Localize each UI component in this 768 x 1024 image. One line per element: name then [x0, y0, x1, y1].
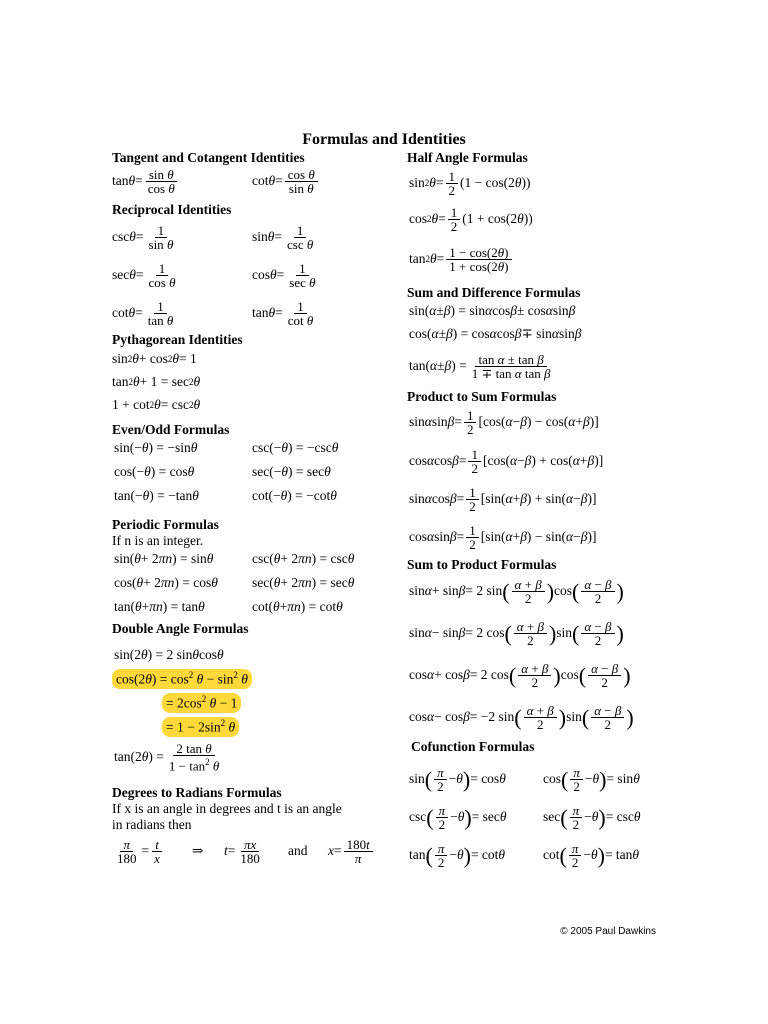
formula: csc θ = $\frac{1}{\text{sin θ}}$ [112, 222, 174, 252]
formula-highlighted: = $1 - 2\sin^2$ θ [162, 716, 239, 738]
formula: tan( α ± β ) = $\frac{\text{tan α ± tan β}}{\text{1 ∓ tan α tan β}}$ [409, 351, 551, 381]
formula: cos α + cos β = 2 cos ( $\frac{\alpha + \beta}{2}$ ) cos ( $\frac{\alpha - \beta}{2}$ ) [409, 660, 631, 690]
formula: sin θ = $\frac{1}{\text{csc θ}}$ [252, 222, 314, 252]
section-title: Periodic Formulas [112, 517, 219, 532]
formula: tan θ = $\frac{\text{sin θ}}{\text{cos θ}}$ [112, 166, 175, 196]
formula: sec θ = $\frac{1}{\text{cos θ}}$ [112, 260, 176, 290]
formula: sin 2 θ = $\frac{1}{2}$ (1 − cos(2 θ )) [409, 168, 531, 198]
even-odd-section [112, 422, 229, 438]
formula: cos α sin β = $\frac{1}{2}$ [sin( α + β ) − sin( α − β )] [409, 522, 597, 552]
formula: $\frac{\pi}{180}$ = $\frac{t}{x}$ [117, 836, 160, 866]
formula: cot θ = $\frac{\text{cos θ}}{\text{sin θ}}$ [252, 166, 320, 196]
formula: cot ( $\frac{\pi}{2}$ − θ ) = tan θ [543, 840, 640, 870]
formula: tan(− θ ) = −tan θ [114, 488, 199, 503]
degrees-radians-text: If x is an angle in degrees and t is an angle in radians then [112, 801, 342, 832]
formula-highlighted: = $2\cos^2$ θ − 1 [162, 692, 241, 714]
formula: sin ( $\frac{\pi}{2}$ − θ ) = cos θ [409, 764, 506, 794]
formula: tan( θ + πn ) = tan θ [114, 599, 205, 614]
copyright: © 2005 Paul Dawkins [560, 926, 656, 937]
cofunction-section [411, 739, 534, 755]
pythagorean-section [112, 332, 243, 348]
formula: sin α + sin β = 2 sin ( $\frac{\alpha + \beta}{2}$ ) cos ( $\frac{\alpha - \beta}{2}$ ) [409, 576, 624, 606]
formula: cot( θ + πn ) = cot θ [252, 599, 343, 614]
formula: tan(2 θ ) = $\frac{\text{2 tan θ}}{1 - \tan^2 \theta}$ [114, 740, 220, 774]
and-label: and [288, 843, 308, 858]
sum-difference-section [407, 285, 580, 301]
tangent-cotangent-section [112, 150, 305, 166]
formula: 1 + cot 2 θ = csc 2 θ [112, 397, 201, 412]
product-sum-section [407, 389, 556, 405]
section-title: Degrees to Radians Formulas [112, 785, 282, 800]
formula: sec( θ + 2 πn ) = sec θ [252, 575, 355, 590]
formula: tan 2 θ + 1 = sec 2 θ [112, 374, 201, 389]
periodic-note: If n is an integer. [112, 533, 204, 548]
formula: sin α sin β = $\frac{1}{2}$ [cos( α − β ) − cos( α + β )] [409, 407, 599, 437]
formula: sin α − sin β = 2 cos ( $\frac{\alpha + \beta}{2}$ ) sin ( $\frac{\alpha - \beta}{2}$ ) [409, 618, 624, 648]
formula: cot(− θ ) = −cot θ [252, 488, 337, 503]
formula: cos(− θ ) = cos θ [114, 464, 195, 479]
formula: csc ( $\frac{\pi}{2}$ − θ ) = sec θ [409, 802, 507, 832]
formula: sec(− θ ) = sec θ [252, 464, 331, 479]
formula: tan θ = $\frac{1}{\text{cot θ}}$ [252, 298, 314, 328]
periodic-section [112, 517, 219, 549]
formula: cos ( $\frac{\pi}{2}$ − θ ) = sin θ [543, 764, 640, 794]
formula: cot θ = $\frac{1}{\text{tan θ}}$ [112, 298, 174, 328]
formula: tan ( $\frac{\pi}{2}$ − θ ) = cot θ [409, 840, 506, 870]
section-title: Product to Sum Formulas [407, 389, 557, 404]
sum-product-section [407, 557, 556, 573]
formula: cos 2 θ = $\frac{1}{2}$ (1 + cos(2 θ )) [409, 204, 533, 234]
half-angle-section [407, 150, 528, 166]
formula: sec ( $\frac{\pi}{2}$ − θ ) = csc θ [543, 802, 641, 832]
formula: sin 2 θ + cos 2 θ = 1 [112, 351, 197, 366]
section-title: Even/Odd Formulas [112, 422, 230, 437]
formula: x = $\frac{180t}{\pi}$ [328, 836, 375, 866]
formula-highlighted: $\cos(2\theta) = \cos^2 \theta - \sin^2 \theta$ [112, 668, 252, 690]
formula: csc(− θ ) = −csc θ [252, 440, 339, 455]
formula: tan 2 θ = $\frac{1 - \cos(2\theta)}{1 + \cos(2\theta)}$ [409, 244, 514, 274]
formula: cos( θ + 2 πn ) = cos θ [114, 575, 218, 590]
formula: cos α cos β = $\frac{1}{2}$ [cos( α − β ) + cos( α + β )] [409, 446, 604, 476]
formula: sin α cos β = $\frac{1}{2}$ [sin( α + β ) + sin( α − β )] [409, 484, 597, 514]
formula: cos θ = $\frac{1}{\text{sec θ}}$ [252, 260, 316, 290]
reciprocal-section [112, 202, 231, 218]
formula: sin(2 θ ) = 2 sin θ cos θ [114, 647, 224, 662]
implies-arrow: ⇒ [192, 843, 204, 858]
formula: sin( α ± β ) = sin α cos β ± cos α sin β [409, 303, 576, 318]
section-title: Tangent and Cotangent Identities [112, 150, 305, 165]
section-title: Sum and Difference Formulas [407, 285, 581, 300]
formula: t = $\frac{\pi x}{180}$ [224, 836, 260, 866]
section-title: Pythagorean Identities [112, 332, 243, 347]
section-title: Double Angle Formulas [112, 621, 249, 636]
formula: cos( α ± β ) = cos α cos β ∓ sin α sin β [409, 326, 582, 341]
double-angle-section [112, 621, 249, 637]
formula: sin(− θ ) = −sin θ [114, 440, 198, 455]
section-title: Half Angle Formulas [407, 150, 528, 165]
degrees-radians-section [112, 785, 384, 833]
formula: cos α − cos β = −2 sin ( $\frac{\alpha + \beta}{2}$ ) sin ( $\frac{\alpha - \beta}{2}$ ) [409, 702, 634, 732]
formula: sin( θ + 2 πn ) = sin θ [114, 551, 214, 566]
page-title: Formulas and Identities [302, 131, 466, 148]
formula: csc( θ + 2 πn ) = csc θ [252, 551, 355, 566]
section-title: Sum to Product Formulas [407, 557, 557, 572]
section-title: Cofunction Formulas [411, 739, 535, 754]
section-title: Reciprocal Identities [112, 202, 232, 217]
